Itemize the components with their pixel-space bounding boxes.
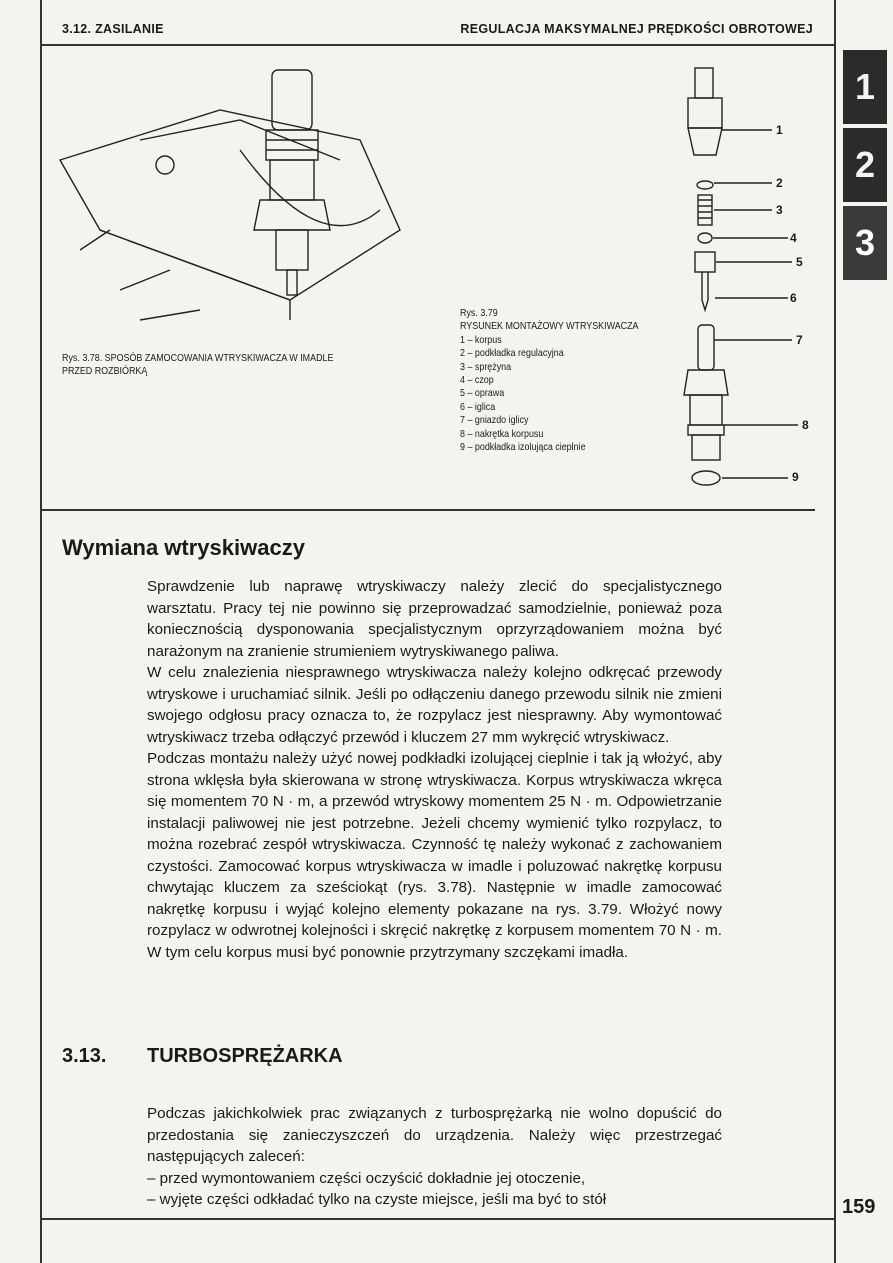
callout-5: 5	[796, 255, 803, 269]
injectors-body	[147, 576, 722, 963]
legend-item: 6 – iglica	[460, 400, 496, 413]
caption-line: Rys. 3.78. SPOSÓB ZAMOCOWANIA WTRYSKIWACZA W IMADLE	[62, 352, 334, 364]
legend-item: 1 – korpus	[460, 333, 502, 346]
page-number: 159	[842, 1196, 876, 1218]
figure-rule	[40, 509, 815, 511]
chapter-tab-2[interactable]: 2	[843, 128, 887, 202]
legend-item: 9 – podkładka izolująca cieplnie	[460, 441, 586, 454]
list-item: – wyjęte części odkładać tylko na czyste miejsce, jeśli ma być to stół	[147, 1191, 607, 1208]
callout-4: 4	[790, 231, 797, 245]
paragraph: Sprawdzenie lub naprawę wtryskiwaczy należy zlecić do specjalistycznego warsztatu. Pracy tej nie powinno się przeprowadzać samodzielnie, ponieważ poza koniecznością dysponowania specjalistycznym oprzyrządowaniem można być narażonym na zranienie strumieniem wytryskiwanego paliwa.	[147, 578, 722, 660]
section-number-turbo: 3.13.	[62, 1045, 107, 1067]
chapter-tab-1[interactable]: 1	[843, 50, 887, 124]
header-section: 3.12. ZASILANIE	[62, 22, 164, 36]
chapter-tab-3[interactable]: 3	[843, 206, 887, 280]
legend-item: 8 – nakrętka korpusu	[460, 427, 544, 440]
figure-number: Rys. 3.79	[460, 307, 498, 319]
callout-1: 1	[776, 123, 783, 137]
footer-rule	[40, 1218, 835, 1220]
right-margin-line	[834, 0, 836, 1263]
caption-line: PRZED ROZBIÓRKĄ	[62, 365, 148, 378]
legend-item: 2 – podkładka regulacyjna	[460, 347, 564, 360]
legend-item: 3 – sprężyna	[460, 360, 512, 373]
paragraph: Podczas montażu należy użyć nowej podkładki izolującej cieplnie i tak ją włożyć, aby strona wklęsła była skierowana w stronę wtryskiwacza. Korpus wtryskiwacza wkręca się momentem 70 N · m, a przewód wtryskowy momentem 25 N · m. Odpowietrzanie instalacji paliwowej nie jest potrzebne. Jeżeli chcemy wymienić tylko rozpylacz, to można rozebrać zespół wtryskiwacza. Czynność tę należy wykonać z zachowaniem czystości. Zamocować korpus wtryskiwacza w imadle i poluzować nakrętkę korpusu chwytając kluczem za sześciokąt (rys. 3.78). Następnie w imadle zamocować nakrętkę korpusu i wyjąć kolejno elementy pokazane na rys. 3.79. Włożyć nowy rozpylacz w odwrotnej kolejności i skręcić nakrętkę z korpusem momentem 70 N · m. W tym celu korpus musi być ponownie przytrzymany szczękami imadła.	[147, 750, 722, 961]
legend-item: 4 – czop	[460, 374, 494, 387]
figure-379-legend	[460, 307, 639, 454]
section-title-turbo: TURBOSPRĘŻARKA	[147, 1045, 343, 1067]
injector-exploded-diagram	[680, 60, 810, 490]
figure-title: RYSUNEK MONTAŻOWY WTRYSKIWACZA	[460, 320, 639, 333]
header-topic: REGULACJA MAKSYMALNEJ PRĘDKOŚCI OBROTOWEJ	[460, 22, 813, 36]
header-rule	[40, 44, 835, 46]
legend-item: 7 – gniazdo iglicy	[460, 414, 529, 427]
callout-7: 7	[796, 333, 803, 347]
callout-9: 9	[792, 470, 799, 484]
paragraph: W celu znalezienia niesprawnego wtryskiwacza należy kolejno odkręcać przewody wtryskowe i uruchamiać silnik. Jeśli po odłączeniu danego przewodu silnik nie zmieni swojego odgłosu pracy oznacza to, że rozpylacz jest niesprawny. Aby wymontować wtryskiwacz trzeba odłączyć przewód i kluczem 27 mm wykręcić wtryskiwacz.	[147, 664, 722, 746]
paragraph: Podczas jakichkolwiek prac związanych z turbosprężarką nie wolno dopuścić do przedostania się zanieczyszczeń do urządzenia. Należy więc przestrzegać następujących zaleceń:	[147, 1105, 722, 1165]
callout-8: 8	[802, 418, 809, 432]
callout-2: 2	[776, 176, 783, 190]
legend-item: 5 – oprawa	[460, 387, 505, 400]
list-item: – przed wymontowaniem części oczyścić dokładnie jej otoczenie,	[147, 1169, 586, 1187]
callout-6: 6	[790, 291, 797, 305]
figure-378-caption	[62, 352, 333, 379]
vise-injector-illustration	[40, 60, 440, 345]
callout-3: 3	[776, 203, 783, 217]
turbo-body	[147, 1103, 722, 1211]
section-title-injectors: Wymiana wtryskiwaczy	[62, 535, 305, 560]
